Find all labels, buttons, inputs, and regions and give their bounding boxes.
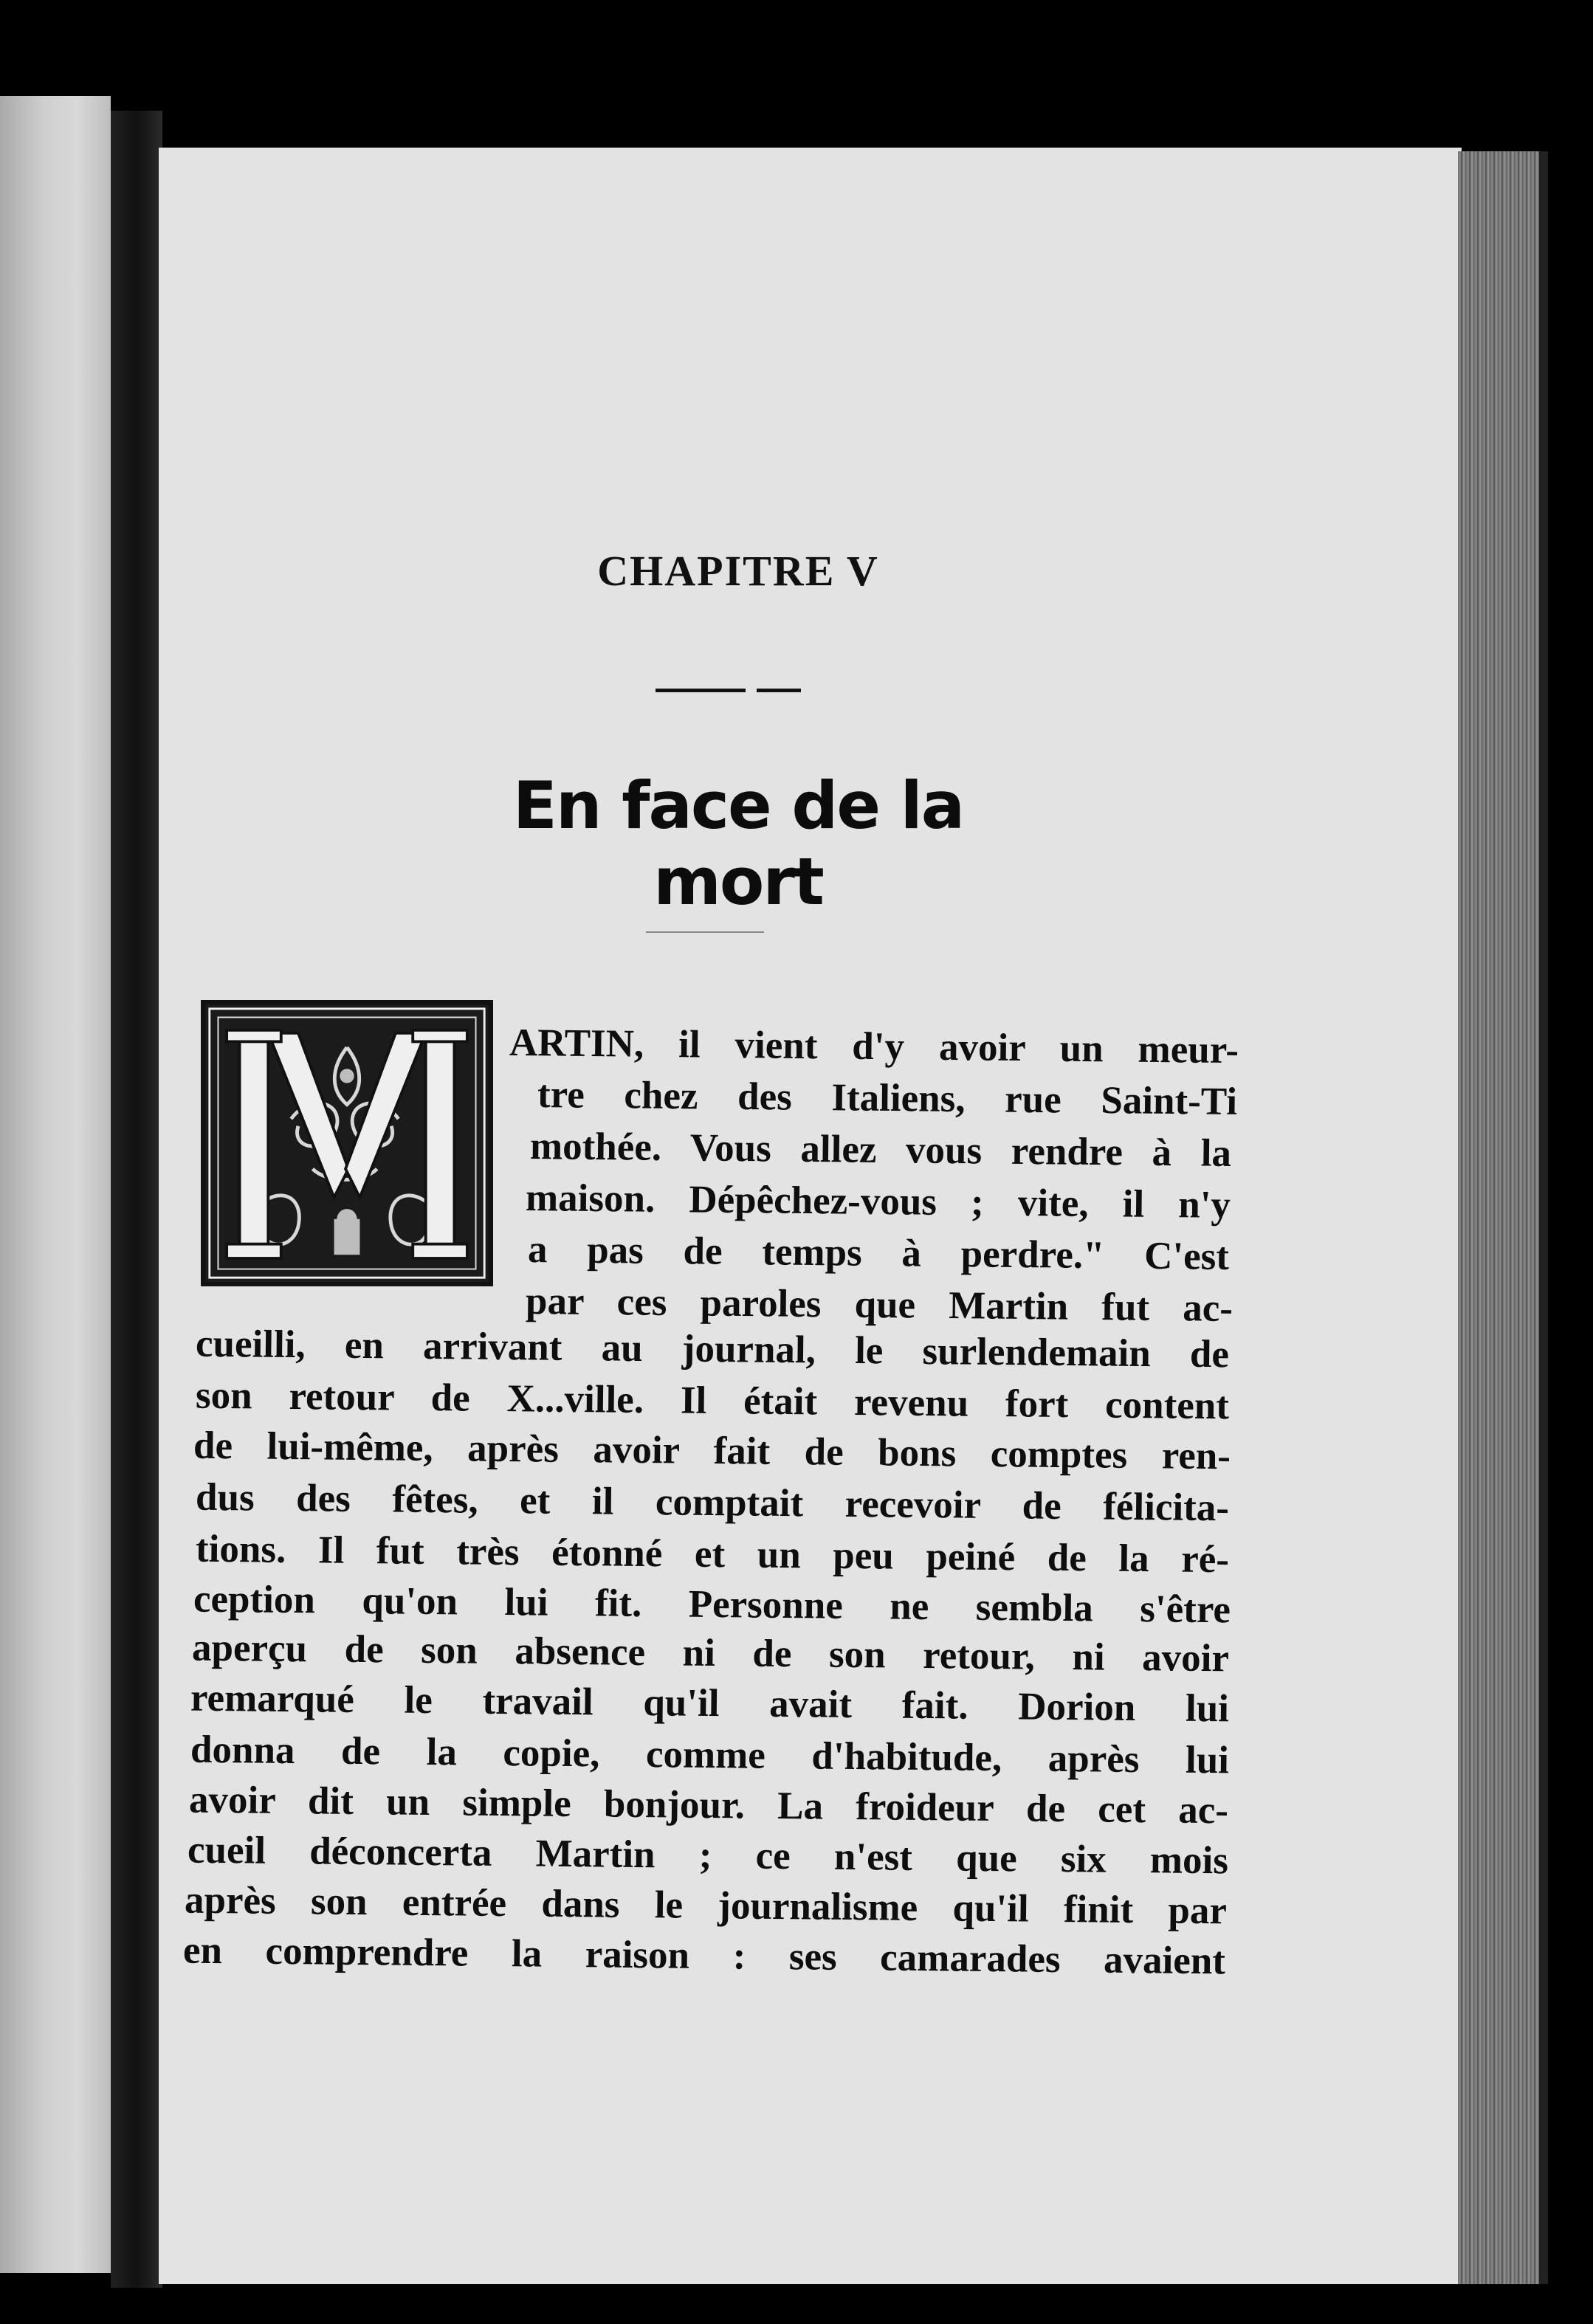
text-line: ARTIN, il vient d'y avoir un meur-	[509, 1021, 1239, 1072]
drop-cap-ornament	[205, 1004, 489, 1282]
text-line: mothée. Vous allez vous rendre à la	[529, 1125, 1232, 1175]
text-line: cueilli, en arrivant au journal, le surlendemain de	[195, 1322, 1230, 1376]
text-line: de lui-même, après avoir fait de bons comptes ren-	[193, 1424, 1231, 1478]
text-line: maison. Dépêchez-vous ; vite, il n'y	[525, 1176, 1231, 1227]
page-block-edge	[1458, 151, 1539, 2284]
text-line: tions. Il fut très étonné et un peu peiné de la ré-	[195, 1527, 1230, 1582]
text-line: avoir dit un simple bonjour. La froideur de cet ac-	[188, 1778, 1229, 1832]
text-line: son retour de X...ville. Il était revenu fort content	[195, 1373, 1230, 1428]
text-line: a pas de temps à perdre." C'est	[527, 1228, 1230, 1278]
text-line: par ces paroles que Martin fut ac-	[525, 1279, 1234, 1331]
chapter-heading: CHAPITRE V	[597, 547, 879, 595]
binding-gutter	[111, 111, 162, 2288]
text-line: en comprendre la raison : ses camarades avaient	[182, 1928, 1226, 1983]
heading-dash	[757, 689, 801, 692]
text-line: tre chez des Italiens, rue Saint-Ti	[537, 1073, 1238, 1123]
text-line: ception qu'on lui fit. Personne ne sembla s'être	[193, 1577, 1231, 1632]
text-line: cueil déconcerta Martin ; ce n'est que six mois	[187, 1828, 1229, 1883]
title-rule	[646, 931, 764, 933]
text-line: remarqué le travail qu'il avait fait. Dorion lui	[190, 1676, 1230, 1731]
ornamental-drop-cap	[201, 1000, 493, 1286]
text-line: après son entrée dans le journalisme qu'il finit par	[184, 1878, 1228, 1933]
text-line: donna de la copie, comme d'habitude, après lui	[190, 1728, 1230, 1782]
text-line: dus des fêtes, et il comptait recevoir de félicita-	[195, 1475, 1230, 1530]
heading-dash	[656, 689, 746, 692]
facing-page-edge	[0, 96, 111, 2273]
chapter-title: En face de la mort	[512, 768, 964, 920]
text-line: aperçu de son absence ni de son retour, ni avoir	[191, 1626, 1230, 1680]
